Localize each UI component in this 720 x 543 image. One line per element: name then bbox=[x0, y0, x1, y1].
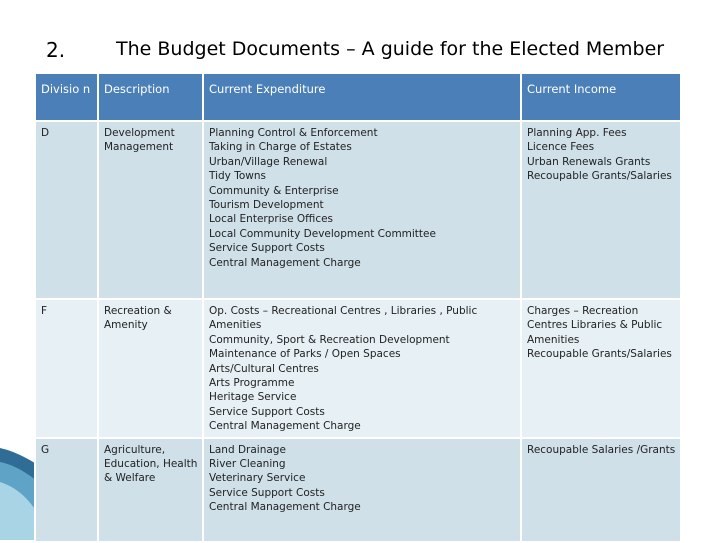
expenditure-cell-line: Service Support Costs bbox=[209, 486, 325, 499]
table-row bbox=[35, 438, 681, 542]
expenditure-cell-line: Service Support Costs bbox=[209, 242, 325, 255]
header-current-income: Current Income bbox=[521, 73, 681, 121]
expenditure-cell-line: Central Management Charge bbox=[209, 420, 361, 433]
income-cell-line: Recoupable Grants/Salaries bbox=[527, 170, 672, 183]
expenditure-cell-line: Tidy Towns bbox=[209, 170, 266, 183]
expenditure-cell bbox=[203, 299, 521, 438]
division-cell: G bbox=[35, 438, 98, 542]
slide-number: 2. bbox=[46, 38, 66, 62]
header-current-expenditure: Current Expenditure bbox=[203, 73, 521, 121]
expenditure-cell-line: Planning Control & Enforcement bbox=[209, 127, 378, 139]
expenditure-cell bbox=[203, 121, 521, 299]
income-cell-line: Charges – Recreation Centres Libraries & Public Amenities bbox=[527, 305, 663, 346]
description-cell bbox=[98, 438, 203, 542]
header-description: Description bbox=[98, 73, 203, 121]
expenditure-cell-line: Land Drainage bbox=[209, 443, 286, 456]
income-cell-line: Recoupable Salaries /Grants bbox=[527, 443, 676, 456]
expenditure-cell-line: River Cleaning bbox=[209, 458, 286, 471]
budget-table bbox=[34, 72, 682, 543]
income-cell-line: Licence Fees bbox=[527, 141, 595, 154]
expenditure-cell-line: Heritage Service bbox=[209, 391, 297, 404]
expenditure-cell-line: Community, Sport & Recreation Development bbox=[209, 333, 450, 346]
expenditure-cell-line: Arts/Cultural Centres bbox=[209, 362, 319, 375]
slide-title: The Budget Documents – A guide for the Elected Member bbox=[116, 38, 665, 60]
income-cell bbox=[521, 438, 681, 542]
expenditure-cell-line: Op. Costs – Recreational Centres , Libraries , Public Amenities bbox=[209, 305, 478, 332]
expenditure-cell-line: Central Management Charge bbox=[209, 256, 361, 269]
description-cell bbox=[98, 299, 203, 438]
expenditure-cell-line: Veterinary Service bbox=[209, 472, 306, 485]
description-cell-line: Recreation & Amenity bbox=[104, 305, 172, 332]
expenditure-cell-line: Taking in Charge of Estates bbox=[209, 141, 352, 154]
income-cell-line: Recoupable Grants/Salaries bbox=[527, 348, 672, 361]
income-cell bbox=[521, 121, 681, 299]
expenditure-cell-line: Community & Enterprise bbox=[209, 184, 339, 197]
expenditure-cell-line: Service Support Costs bbox=[209, 405, 325, 418]
table-row bbox=[35, 299, 681, 438]
expenditure-cell-line: Central Management Charge bbox=[209, 501, 361, 514]
description-cell bbox=[98, 121, 203, 299]
expenditure-cell-line: Urban/Village Renewal bbox=[209, 155, 328, 168]
income-cell-line: Urban Renewals Grants bbox=[527, 155, 651, 168]
division-cell: F bbox=[35, 299, 98, 438]
expenditure-cell bbox=[203, 438, 521, 542]
header-division: Divisio n bbox=[35, 73, 98, 121]
table-body bbox=[35, 121, 681, 542]
income-cell-line: Planning App. Fees bbox=[527, 127, 627, 139]
income-cell bbox=[521, 299, 681, 438]
description-cell-line: Agriculture, Education, Health & Welfare bbox=[104, 443, 198, 485]
division-cell: D bbox=[35, 121, 98, 299]
expenditure-cell-line: Maintenance of Parks / Open Spaces bbox=[209, 348, 401, 361]
table-header-row bbox=[35, 73, 681, 121]
expenditure-cell-line: Local Enterprise Offices bbox=[209, 213, 334, 226]
expenditure-cell-line: Tourism Development bbox=[209, 199, 324, 212]
table-row bbox=[35, 121, 681, 299]
expenditure-cell-line: Local Community Development Committee bbox=[209, 227, 436, 240]
expenditure-cell-line: Arts Programme bbox=[209, 377, 295, 390]
description-cell-line: Development Management bbox=[104, 127, 175, 154]
